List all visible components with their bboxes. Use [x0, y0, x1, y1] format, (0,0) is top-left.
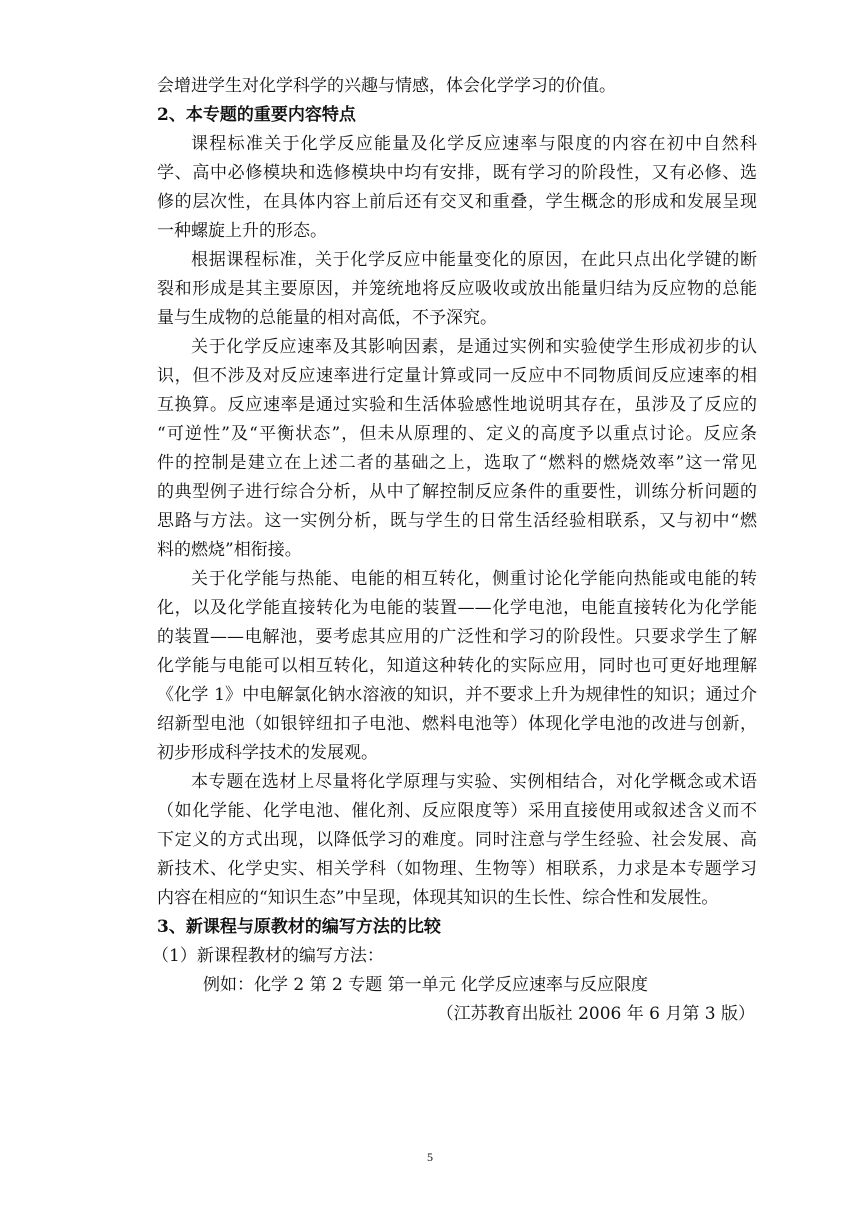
- paragraph-line: 关于化学反应速率及其影响因素，是通过实例和实验使学生形成初步的认: [191, 337, 757, 357]
- paragraph-line: 初步形成科学技术的发展观。: [157, 743, 378, 763]
- paragraph-line: 本专题在选材上尽量将化学原理与实验、实例相结合，对化学概念或术语: [191, 772, 757, 792]
- paragraph-line: 互换算。反应速率是通过实验和生活体验感性地说明其存在，虽涉及了反应的: [157, 395, 757, 415]
- paragraph-line: 化，以及化学能直接转化为电能的装置——化学电池，电能直接转化为化学能: [157, 598, 757, 618]
- paragraph-line: 绍新型电池（如银锌纽扣子电池、燃料电池等）体现化学电池的改进与创新，: [157, 714, 757, 734]
- paragraph-line: 新技术、化学史实、相关学科（如物理、生物等）相联系，力求是本专题学习: [157, 859, 757, 879]
- paragraph-line: 料的燃烧”相衔接。: [157, 540, 302, 560]
- section-heading: 3、新课程与原教材的编写方法的比较: [157, 917, 441, 937]
- subsection-heading: （1）新课程教材的编写方法：: [152, 946, 384, 966]
- paragraph-line: 修的层次性，在具体内容上前后还有交叉和重叠，学生概念的形成和发展呈现: [157, 192, 757, 212]
- page-number: 5: [427, 1150, 433, 1164]
- section-heading: 2、本专题的重要内容特点: [157, 105, 356, 125]
- paragraph-line: 一种螺旋上升的形态。: [157, 221, 327, 241]
- paragraph-line: 课程标准关于化学反应能量及化学反应速率与限度的内容在初中自然科: [191, 134, 757, 154]
- paragraph-line: 裂和形成是其主要原因，并笼统地将反应吸收或放出能量归结为反应物的总能: [157, 279, 757, 299]
- paragraph-line: 《化学 1》中电解氯化钠水溶液的知识，并不要求上升为规律性的知识；通过介: [157, 685, 757, 705]
- paragraph-line: 识，但不涉及对反应速率进行定量计算或同一反应中不同物质间反应速率的相: [157, 366, 757, 386]
- paragraph-line: 化学能与电能可以相互转化，知道这种转化的实际应用，同时也可更好地理解: [157, 656, 757, 676]
- paragraph-line: 关于化学能与热能、电能的相互转化，侧重讨论化学能向热能或电能的转: [191, 569, 757, 589]
- paragraph-line: 思路与方法。这一实例分析，既与学生的日常生活经验相联系，又与初中“燃: [157, 511, 757, 531]
- paragraph-line: 量与生成物的总能量的相对高低，不予深究。: [157, 308, 497, 328]
- source-citation: （江苏教育出版社 2006 年 6 月第 3 版）: [436, 1004, 755, 1024]
- paragraph-line: 件的控制是建立在上述二者的基础之上，选取了“燃料的燃烧效率”这一常见: [157, 453, 757, 473]
- document-body: [152, 72, 757, 1029]
- paragraph-line: 的装置——电解池，要考虑其应用的广泛性和学习的阶段性。只要求学生了解: [157, 627, 757, 647]
- paragraph-line: 下定义的方式出现，以降低学习的难度。同时注意与学生经验、社会发展、高: [157, 830, 757, 850]
- paragraph-line: 会增进学生对化学科学的兴趣与情感，体会化学学习的价值。: [157, 76, 616, 96]
- paragraph-line: （如化学能、化学电池、催化剂、反应限度等）采用直接使用或叙述含义而不: [157, 801, 757, 821]
- paragraph-line: 的典型例子进行综合分析，从中了解控制反应条件的重要性，训练分析问题的: [157, 482, 757, 502]
- paragraph-line: 学、高中必修模块和选修模块中均有安排，既有学习的阶段性，又有必修、选: [157, 163, 757, 183]
- paragraph-line: 内容在相应的“知识生态”中呈现，体现其知识的生长性、综合性和发展性。: [157, 888, 719, 908]
- paragraph-line: 根据课程标准，关于化学反应中能量变化的原因，在此只点出化学键的断: [191, 250, 757, 270]
- paragraph-line: “可逆性”及“平衡状态”，但未从原理的、定义的高度予以重点讨论。反应条: [157, 424, 757, 444]
- example-line: 例如：化学 2 第 2 专题 第一单元 化学反应速率与反应限度: [203, 975, 649, 995]
